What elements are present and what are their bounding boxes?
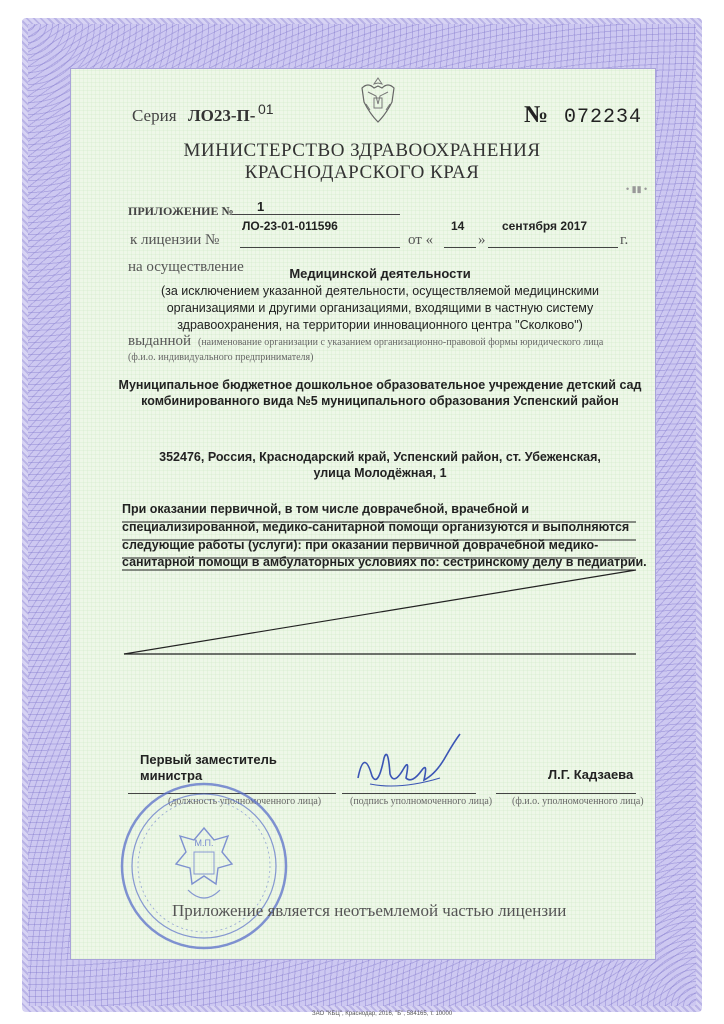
signer-position-line2: министра — [140, 768, 203, 783]
series-suffix: 01 — [258, 101, 274, 117]
printer-imprint: ЗАО "КБЦ", Краснодар, 2016, "Б", 584165, т. 10000 — [312, 1011, 453, 1017]
activity-title: Медицинской деятельности — [289, 266, 471, 281]
license-month-year: сентября 2017 — [502, 219, 588, 233]
address-line2: улица Молодёжная, 1 — [313, 466, 447, 480]
services-line1: При оказании первичной, в том числе доврачебной, врачебной и — [122, 502, 530, 516]
series-label: Серия — [132, 106, 177, 125]
stamp-center-text: М.П. — [194, 838, 214, 848]
faint-mark: • ▮▮ • — [626, 184, 648, 194]
ministry-title-line1: МИНИСТЕРСТВО ЗДРАВООХРАНЕНИЯ — [183, 140, 541, 161]
activity-label: на осуществление — [128, 259, 244, 275]
activity-line2: организациями и другими организациями, входящими в частную систему — [166, 301, 594, 315]
license-number: ЛО-23-01-011596 — [242, 219, 338, 233]
activity-line3: здравоохранения, на территории инновационного центра "Сколково") — [177, 318, 583, 332]
name-line — [496, 793, 636, 794]
appendix-number: 1 — [257, 199, 265, 214]
to-license-label: к лицензии № — [130, 232, 220, 248]
issued-label: выданной — [128, 333, 192, 349]
handwritten-signature — [350, 728, 470, 798]
caption-signature: (подпись уполномоченного лица) — [350, 796, 493, 807]
number-label: № — [524, 102, 549, 128]
from-label: от « — [408, 232, 434, 248]
activity-line1: (за исключением указанной деятельности, осуществляемой медицинскими — [160, 284, 600, 298]
series-value: ЛО23-П- — [188, 106, 256, 125]
organization-line1: Муниципальное бюджетное дошкольное образовательное учреждение детский сад — [118, 378, 642, 392]
services-line2: специализированной, медико-санитарной помощи организуются и выполняются — [122, 520, 630, 534]
services-line4: санитарной помощи в амбулаторных условиях по: сестринскому делу в педиатрии. — [122, 555, 647, 569]
ministry-title-line2: КРАСНОДАРСКОГО КРАЯ — [244, 162, 480, 183]
from-close-quote: » — [478, 232, 486, 248]
year-suffix: г. — [620, 232, 629, 248]
footer-note: Приложение является неотъемлемой частью лицензии — [172, 901, 567, 920]
caption-name: (ф.и.о. уполномоченного лица) — [512, 796, 644, 807]
services-line3: следующие работы (услуги): при оказании первичной доврачебной медико- — [122, 538, 599, 552]
form-number: 072234 — [564, 106, 643, 129]
appendix-label: ПРИЛОЖЕНИЕ № — [128, 204, 234, 218]
official-round-stamp — [118, 780, 290, 952]
issued-hint2: (ф.и.о. индивидуального предпринимателя) — [128, 352, 314, 363]
issued-hint1: (наименование организации с указанием организационно-правовой формы юридического лица — [198, 337, 604, 348]
signer-name: Л.Г. Кадзаева — [548, 767, 634, 782]
caption-position: (должность уполномоченного лица) — [168, 796, 322, 807]
signer-position-line1: Первый заместитель — [140, 752, 277, 767]
address-line1: 352476, Россия, Краснодарский край, Успенский район, ст. Убеженская, — [159, 450, 601, 464]
license-day: 14 — [451, 219, 465, 233]
organization-line2: комбинированного вида №5 муниципального образования Успенский район — [141, 394, 619, 408]
